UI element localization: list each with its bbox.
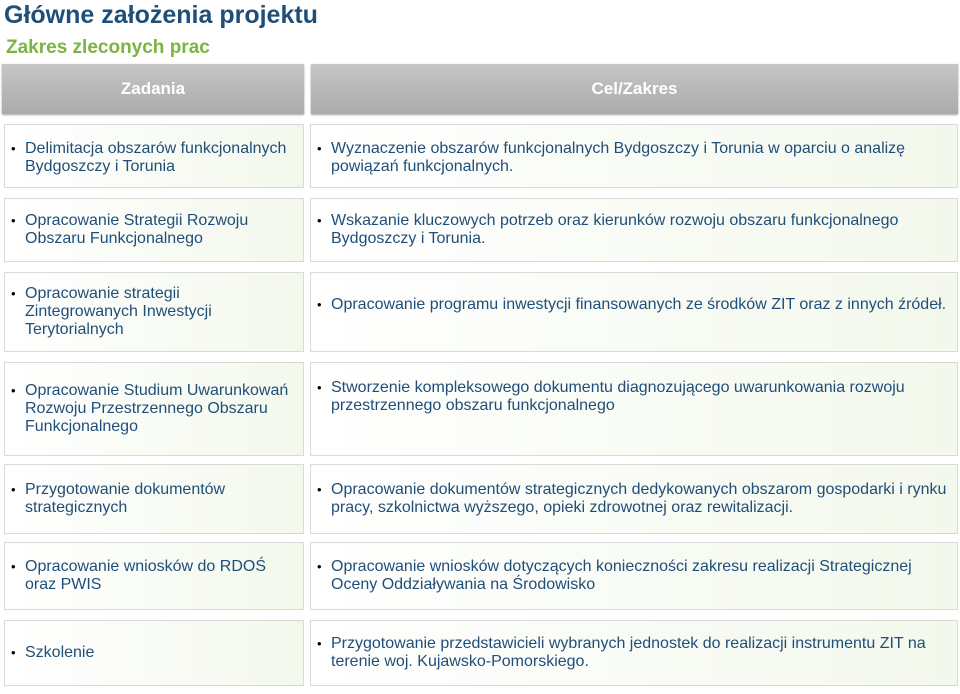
bullet-icon: • bbox=[11, 286, 16, 301]
task-text: Delimitacja obszarów funkcjonalnych Bydgoszczy i Torunia bbox=[25, 139, 287, 175]
goal-cell bbox=[310, 198, 958, 262]
goal-cell bbox=[310, 464, 958, 534]
goal-text: Przygotowanie przedstawicieli wybranych jednostek do realizacji instrumentu ZIT na terenie woj. Kujawsko-Pomorskiego. bbox=[331, 635, 926, 670]
goal-cell bbox=[310, 542, 958, 610]
goal-cell bbox=[310, 124, 958, 188]
bullet-icon: • bbox=[317, 213, 322, 228]
bullet-icon: • bbox=[11, 140, 16, 156]
table-row bbox=[0, 464, 960, 534]
bullet-icon: • bbox=[11, 383, 16, 398]
goal-text: Opracowanie wniosków dotyczących konieczności zakresu realizacji Strategicznej Oceny Oddziaływania na Środowisko bbox=[331, 558, 912, 593]
bullet-icon: • bbox=[11, 645, 16, 660]
bullet-icon: • bbox=[11, 213, 16, 228]
goal-cell bbox=[310, 620, 958, 686]
goal-text: Opracowanie dokumentów strategicznych dedykowanych obszarom gospodarki i rynku pracy, szkolnictwa wyższego, opieki zdrowotnej oraz rewitalizacji. bbox=[331, 481, 947, 516]
goal-text: Opracowanie programu inwestycji finansowanych ze środków ZIT oraz z innych źródeł. bbox=[331, 296, 947, 313]
table-row bbox=[0, 620, 960, 686]
page-subtitle: Zakres zleconych prac bbox=[6, 37, 210, 58]
column-header-goals: Cel/Zakres bbox=[311, 64, 958, 114]
task-cell bbox=[4, 542, 304, 610]
task-text: Opracowanie wniosków do RDOŚ oraz PWIS bbox=[25, 558, 266, 593]
goal-cell bbox=[310, 362, 958, 456]
task-cell bbox=[4, 464, 304, 534]
task-text: Przygotowanie dokumentów strategicznych bbox=[25, 481, 226, 516]
bullet-icon: • bbox=[317, 380, 322, 395]
task-cell bbox=[4, 362, 304, 456]
bullet-icon: • bbox=[317, 636, 322, 651]
bullet-icon: • bbox=[317, 297, 322, 312]
bullet-icon: • bbox=[11, 559, 16, 574]
page-title: Główne założenia projektu bbox=[4, 1, 318, 29]
goal-text: Wskazanie kluczowych potrzeb oraz kierunków rozwoju obszaru funkcjonalnego Bydgoszczy i Torunia. bbox=[331, 212, 899, 247]
task-text: Szkolenie bbox=[25, 644, 95, 661]
task-cell bbox=[4, 620, 304, 686]
task-cell bbox=[4, 198, 304, 262]
table-row bbox=[0, 124, 960, 188]
bullet-icon: • bbox=[11, 482, 16, 497]
task-cell bbox=[4, 124, 304, 188]
goal-cell bbox=[310, 272, 958, 352]
table-row bbox=[0, 542, 960, 610]
bullet-icon: • bbox=[317, 559, 322, 574]
goal-text: Wyznaczenie obszarów funkcjonalnych Bydgoszczy i Torunia w oparciu o analizę powiązań funkcjonalnych. bbox=[331, 139, 906, 175]
task-text: Opracowanie strategii Zintegrowanych Inwestycji Terytorialnych bbox=[25, 285, 212, 338]
table-row bbox=[0, 362, 960, 456]
bullet-icon: • bbox=[317, 482, 322, 497]
table-row bbox=[0, 198, 960, 262]
bullet-icon: • bbox=[317, 140, 322, 156]
column-header-tasks: Zadania bbox=[2, 64, 304, 114]
table-row bbox=[0, 272, 960, 352]
task-text: Opracowanie Studium Uwarunkowań Rozwoju Przestrzennego Obszaru Funkcjonalnego bbox=[25, 382, 289, 435]
goal-text: Stworzenie kompleksowego dokumentu diagnozującego uwarunkowania rozwoju przestrzennego obszaru funkcjonalnego bbox=[331, 379, 905, 414]
task-cell bbox=[4, 272, 304, 352]
task-text: Opracowanie Strategii Rozwoju Obszaru Funkcjonalnego bbox=[25, 212, 249, 247]
